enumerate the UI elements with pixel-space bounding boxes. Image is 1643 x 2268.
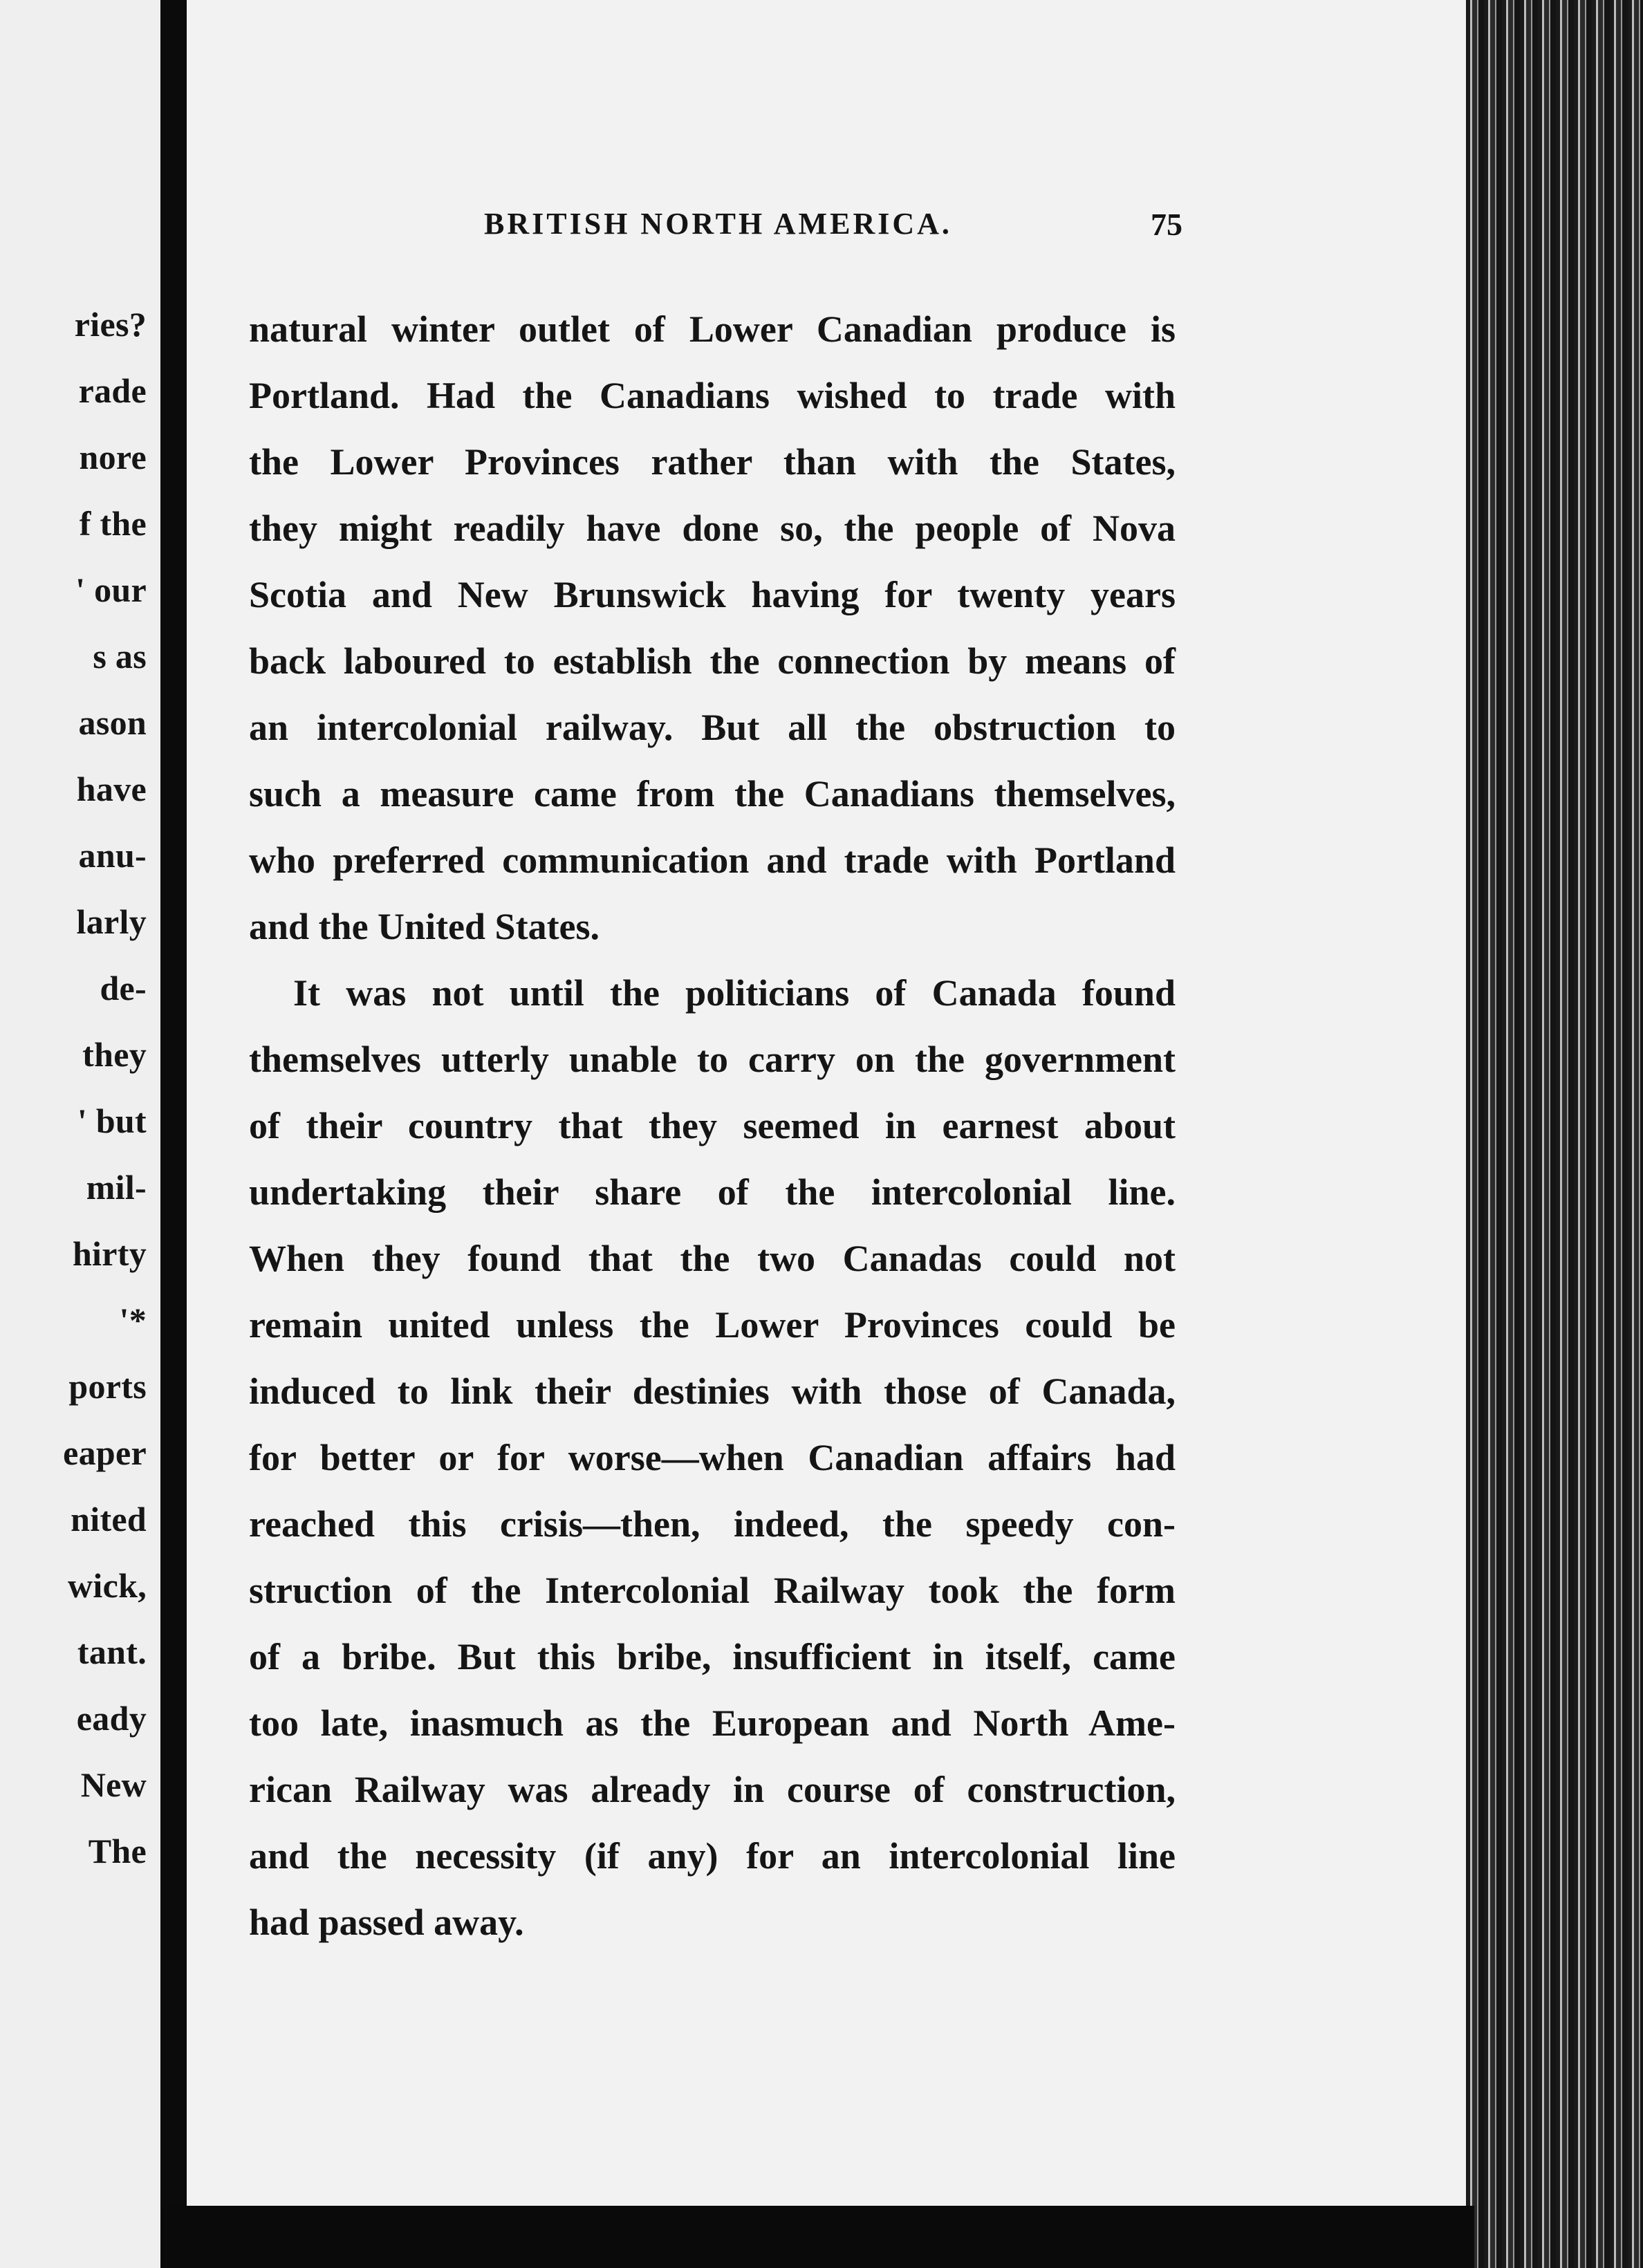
text-line: When they found that the two Canadas could not [249, 1238, 1176, 1279]
facing-line: larly [76, 902, 147, 941]
facing-line: rade [78, 371, 147, 410]
body-text [249, 296, 1176, 1955]
facing-line: mil- [86, 1168, 147, 1207]
text-line: struction of the Intercolonial Railway took the form [249, 1570, 1176, 1611]
facing-line: nore [79, 438, 147, 476]
text-line: of their country that they seemed in earnest about [249, 1105, 1176, 1146]
text-line: too late, inasmuch as the European and North Ame- [249, 1702, 1176, 1744]
paragraph [249, 960, 1176, 1955]
facing-line: eady [76, 1699, 147, 1738]
facing-line: s as [93, 637, 147, 676]
facing-line: eaper [63, 1433, 147, 1472]
text-line: remain united unless the Lower Provinces could be [249, 1304, 1176, 1346]
text-line: and the necessity (if any) for an intercolonial line [249, 1835, 1176, 1877]
text-line: had passed away. [249, 1902, 524, 1943]
book-gutter [160, 0, 187, 2268]
text-line: Scotia and New Brunswick having for twenty years [249, 574, 1176, 615]
facing-line: f the [79, 504, 147, 543]
facing-page-left [0, 0, 160, 2268]
text-line: the Lower Provinces rather than with the States, [249, 441, 1176, 483]
facing-line: New [80, 1765, 147, 1804]
text-line: such a measure came from the Canadians themselves, [249, 773, 1176, 815]
page-header [484, 206, 1182, 254]
paragraph [249, 296, 1176, 960]
facing-line: tant. [77, 1633, 147, 1671]
facing-line: ries? [74, 305, 147, 344]
text-line: an intercolonial railway. But all the obstruction to [249, 707, 1176, 748]
text-line: natural winter outlet of Lower Canadian produce is [249, 308, 1176, 350]
text-line: back laboured to establish the connection by means of [249, 640, 1176, 682]
facing-line: ' but [77, 1102, 147, 1140]
scan-bottom-border [160, 2206, 1474, 2268]
text-line: themselves utterly unable to carry on the government [249, 1039, 1176, 1080]
text-line: reached this crisis—then, indeed, the speedy con- [249, 1503, 1176, 1545]
facing-line: ' our [75, 570, 147, 609]
text-line: who preferred communication and trade with Portland [249, 839, 1176, 881]
facing-line: de- [100, 969, 147, 1007]
text-line: for better or for worse—when Canadian affairs had [249, 1437, 1176, 1478]
running-head: BRITISH NORTH AMERICA. [484, 207, 952, 241]
facing-line: have [76, 770, 147, 808]
facing-line: The [88, 1832, 147, 1870]
facing-line: they [82, 1035, 147, 1074]
text-line: and the United States. [249, 906, 600, 947]
text-line: undertaking their share of the intercolonial line. [249, 1171, 1176, 1213]
page-edges [1466, 0, 1643, 2268]
page-number: 75 [1151, 207, 1182, 242]
text-line: they might readily have done so, the people of Nova [249, 508, 1176, 549]
text-line: It was not until the politicians of Canada found [293, 972, 1176, 1014]
facing-line: wick, [68, 1566, 147, 1605]
facing-line: hirty [72, 1234, 147, 1273]
text-line: of a bribe. But this bribe, insufficient in itself, came [249, 1636, 1176, 1677]
facing-line: ason [78, 703, 147, 742]
text-line: rican Railway was already in course of construction, [249, 1769, 1176, 1810]
facing-line: anu- [78, 836, 147, 875]
text-line: Portland. Had the Canadians wished to trade with [249, 375, 1176, 416]
text-line: induced to link their destinies with those of Canada, [249, 1370, 1176, 1412]
facing-line: ports [68, 1367, 147, 1406]
facing-line: nited [71, 1500, 147, 1539]
facing-line: '* [119, 1301, 147, 1339]
